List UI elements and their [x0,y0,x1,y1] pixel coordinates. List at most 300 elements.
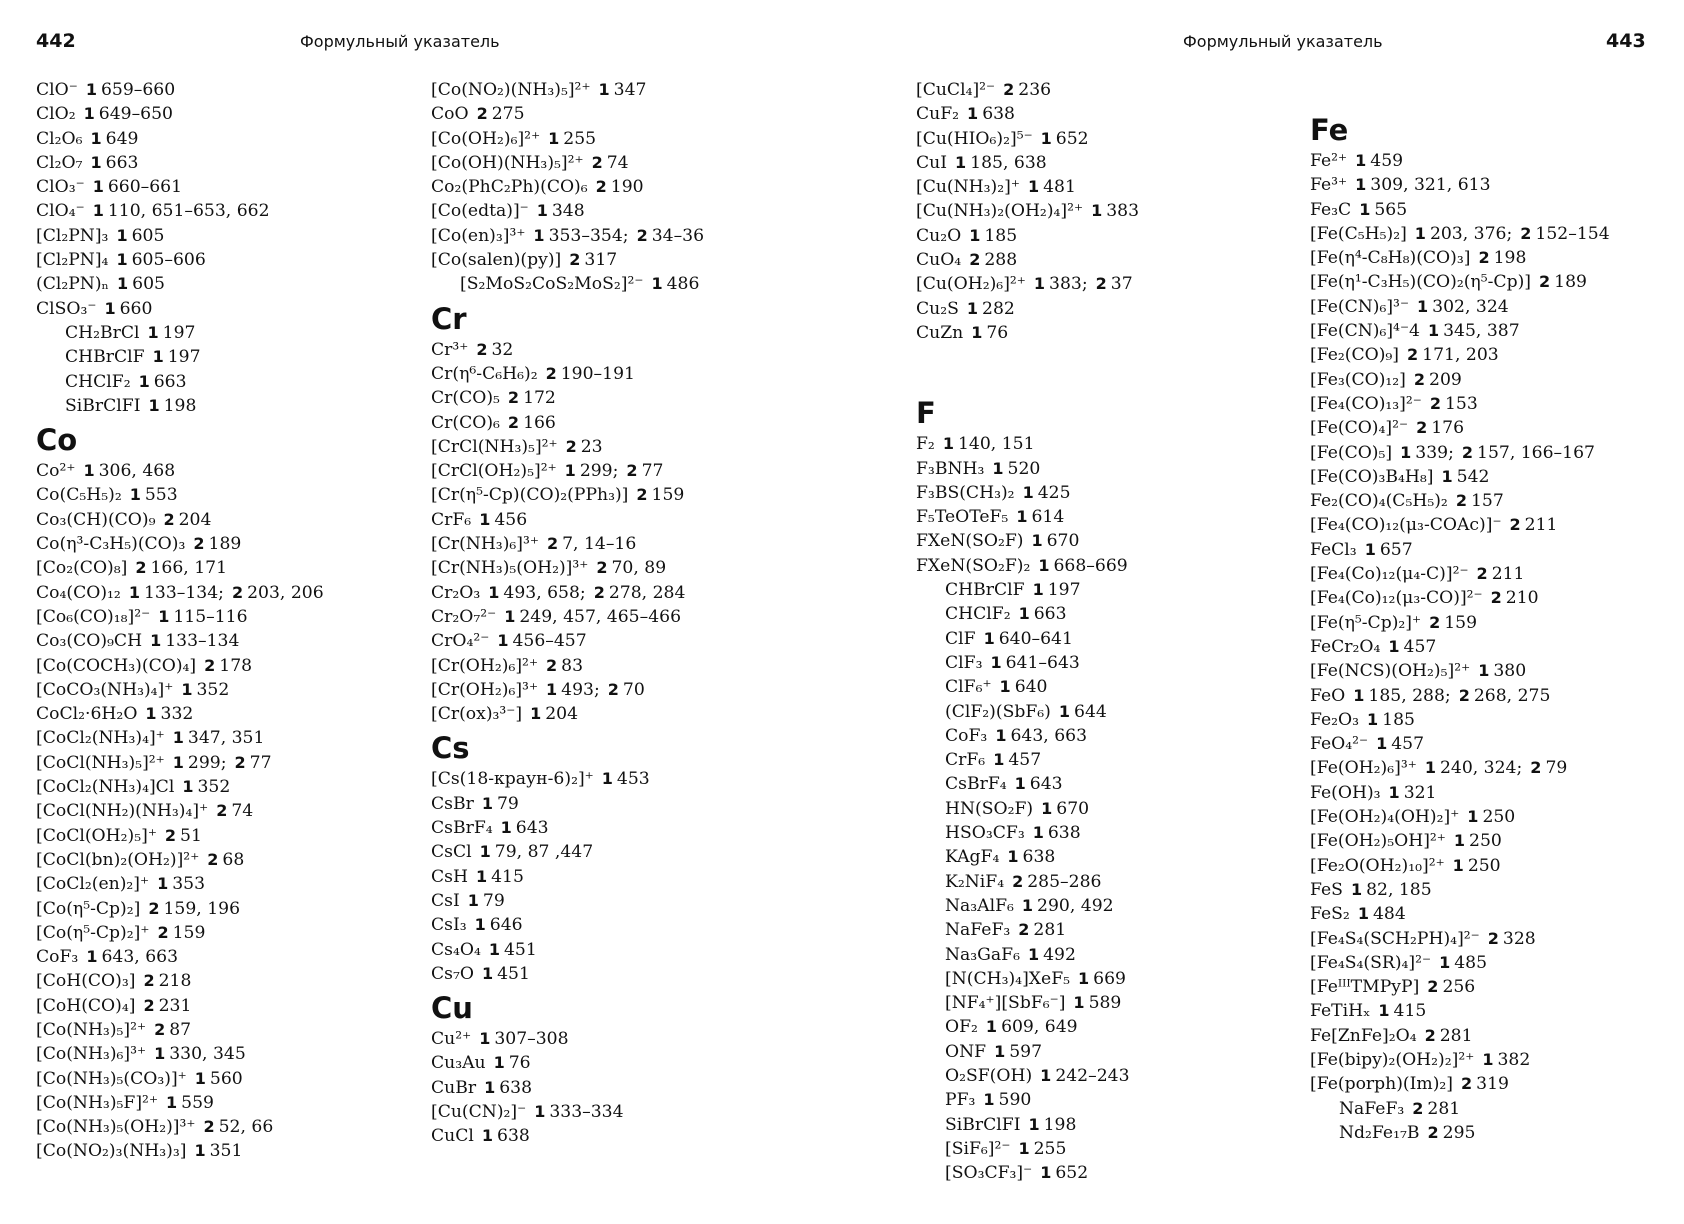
page-refs: 319 [1476,1074,1509,1095]
index-entry [36,702,446,726]
page-refs: 68 [222,849,245,870]
volume-number: 1 [92,177,104,197]
volume-number: 2 [1490,588,1502,608]
volume-number: 1 [1364,539,1376,559]
formula: CHBrClF [65,347,145,368]
page-refs: 425 [1037,482,1071,503]
index-entry [916,1015,1326,1039]
formula: ClO₃⁻ [36,177,85,198]
formula: FeO [1310,685,1346,706]
formula: K₂NiF₄ [945,871,1005,892]
page-refs: 211 [1524,515,1558,536]
page-refs: 159 [651,485,685,506]
volume-number: 1 [154,1044,166,1064]
volume-number: 1 [1073,993,1085,1013]
volume-number: 2 [1424,1025,1436,1045]
page-refs: 83 [561,655,584,676]
page-refs: 668–669 [1053,555,1128,576]
index-entry [431,840,841,864]
index-entry [36,483,446,507]
page-refs: 197 [167,347,201,368]
volume-number: 1 [1022,482,1034,502]
page-refs: 189 [1554,272,1587,293]
index-entry [916,967,1326,991]
page-refs: 383 [1106,201,1140,222]
volume-number: 1 [1417,296,1429,316]
page-refs: 457 [1008,750,1042,771]
volume-number: 1 [158,606,170,626]
page-refs: 282 [982,298,1015,319]
volume-number: 1 [1007,847,1019,867]
page-refs: 190 [610,177,644,198]
volume-number: 1 [497,631,509,651]
formula: Cr₂O₃ [431,582,481,603]
volume-number: 2 [545,363,557,383]
page-refs: 660 [119,298,153,319]
page-refs: 485 [1454,952,1488,973]
index-entry [1310,975,1684,999]
page-refs: 643 [1029,774,1063,795]
index-entry [431,199,841,223]
volume-number: 1 [1014,774,1026,794]
page-refs: 644 [1074,701,1107,722]
volume-number: 1 [90,152,102,172]
volume-number: 1 [1439,952,1451,972]
page-refs: 542 [1456,466,1490,487]
formula: [Fe₄(CO)₁₃]²⁻ [1310,393,1422,414]
page-refs: 641–643 [1005,652,1080,673]
page-refs: 493, 658; [503,582,586,603]
index-entry [36,508,446,532]
formula: [N(CH₃)₄]XeF₅ [945,968,1071,989]
formula: CuF₂ [916,104,960,125]
index-entry [916,1113,1326,1137]
volume-number: 1 [129,485,141,505]
volume-number: 1 [995,725,1007,745]
volume-number: 1 [83,104,95,124]
index-entry [916,1088,1326,1112]
volume-number: 1 [548,128,560,148]
volume-number: 1 [1016,507,1028,527]
volume-number: 1 [1027,944,1040,964]
volume-number: 1 [90,128,102,148]
formula: [Co₆(CO)₁₈]²⁻ [36,606,151,627]
formula: CoCl₂·6H₂O [36,704,138,725]
index-entry [1310,295,1684,319]
index-entry [1310,611,1684,635]
formula: [Cr(ox)₃³⁻] [431,704,523,725]
formula: Cr(CO)₅ [431,388,500,409]
index-column-3 [916,78,1326,1185]
page-refs: 663 [105,152,139,173]
formula: [Fe₄(Co)₁₂(μ₃-CO)]²⁻ [1310,588,1483,609]
index-entry [36,532,446,556]
index-entry [36,848,446,872]
index-entry [1310,708,1684,732]
volume-number: 1 [1040,1065,1052,1085]
volume-number: 2 [1412,1098,1424,1118]
formula: FeTiHₓ [1310,1001,1371,1022]
volume-number: 1 [148,395,160,415]
page-refs: 256 [1442,977,1476,998]
index-entry [1310,999,1684,1023]
formula: [Fe₂(CO)₉] [1310,345,1400,366]
formula: [Fe(C₅H₅)₂] [1310,223,1407,244]
volume-number: 1 [1038,555,1050,575]
page-refs: 172 [523,388,556,409]
index-entry [916,554,1326,578]
formula: OF₂ [945,1017,978,1038]
index-entry [1310,635,1684,659]
index-entry [1310,270,1684,294]
formula: [CoCl₂(NH₃)₄]Cl [36,777,175,798]
volume-number: 2 [507,412,520,432]
index-entry [36,459,446,483]
section-heading: F [916,396,936,431]
page-refs: 74 [231,801,254,822]
formula: [CoCl(bn)₂(OH₂)]²⁺ [36,849,200,870]
formula: CsI₃ [431,915,467,936]
formula: [Co(COCH₃)(CO)₄] [36,655,197,676]
index-entry [431,605,841,629]
volume-number: 1 [138,371,150,391]
page-refs: 660–661 [107,177,183,198]
index-entry [916,943,1326,967]
volume-number: 2 [1003,80,1015,99]
volume-number: 1 [564,461,576,481]
page-refs: 565 [1374,199,1408,220]
volume-number: 2 [1461,1074,1473,1094]
page-refs: 353–354; [548,225,629,246]
index-entry [1310,489,1684,513]
page-refs: 457 [1403,636,1437,657]
formula: CHClF₂ [65,371,131,392]
volume-number: 1 [999,677,1011,697]
volume-number: 1 [994,1041,1006,1061]
index-entry [1310,368,1684,392]
formula: CH₂BrCl [65,322,140,343]
page-refs: 345, 387 [1443,321,1520,342]
formula: SiBrClFI [945,1114,1021,1135]
page-refs: 643 [515,818,549,839]
formula: [Fe₄S₄(SR)₄]²⁻ [1310,952,1432,973]
page-refs: 249, 457, 465–466 [519,606,682,627]
volume-number: 1 [971,322,983,342]
volume-number: 1 [598,80,610,99]
spacer [1310,78,1684,88]
page-refs: 493; [561,679,600,700]
page-refs: 643, 663 [101,947,179,968]
page-refs: 295 [1442,1122,1476,1143]
index-entry [36,775,446,799]
volume-number: 1 [479,1029,491,1049]
index-entry [431,1076,841,1100]
volume-number: 2 [1476,564,1488,584]
index-entry [916,505,1326,529]
formula: [Cu(NH₃)₂(OH₂)₄]²⁺ [916,201,1084,222]
page-refs: 589 [1088,993,1122,1014]
formula: [Cu(HIO₆)₂]⁵⁻ [916,128,1033,149]
volume-number: 2 [1461,442,1474,462]
page-refs: 185 [984,225,1018,246]
formula: CHBrClF [945,580,1025,601]
formula: [Co(η⁵-Cp)₂] [36,898,141,919]
formula: Fe[ZnFe]₂O₄ [1310,1025,1417,1046]
volume-number: 1 [152,347,164,367]
page-refs: 328 [1502,928,1536,949]
index-entry [1310,951,1684,975]
formula: FXeN(SO₂F)₂ [916,555,1031,576]
index-entry [431,151,841,175]
volume-number: 1 [145,704,157,724]
index-entry [1310,684,1684,708]
volume-number: 1 [182,777,194,797]
page-refs: 640 [1014,677,1048,698]
index-entry [1310,198,1684,222]
page-refs: 605 [132,274,165,295]
section-heading: Cs [431,731,470,766]
section-heading: Cr [431,301,467,336]
page-refs: 330, 345 [169,1044,246,1065]
volume-number: 2 [1487,928,1499,948]
index-entry [916,1161,1326,1185]
index-entry [916,102,1326,126]
volume-number: 1 [1350,879,1363,899]
formula: CuZn [916,322,964,343]
page-refs: 288 [984,250,1018,271]
page-refs: 250 [1482,807,1516,828]
index-entry [916,78,1326,102]
index-entry [431,362,841,386]
index-entry [1310,829,1684,853]
index-entry [431,386,841,410]
index-entry [1310,756,1684,780]
page-refs: 166, 171 [150,558,228,579]
volume-number: 1 [546,679,558,699]
volume-number: 1 [85,80,97,99]
index-entry [1310,513,1684,537]
page-refs: 663 [1033,604,1067,625]
volume-number: 2 [1539,272,1551,292]
formula: [Fe₃(CO)₁₂] [1310,369,1406,390]
section-heading: Co [36,423,78,458]
page-refs: 70 [622,679,645,700]
index-entry [431,1124,841,1148]
index-entry [1310,222,1684,246]
page-refs: 231 [158,995,192,1016]
formula: [Fe(CN)₆]⁴⁻4 [1310,321,1420,342]
page-refs: 348 [551,201,585,222]
page-refs: 638 [497,1126,530,1147]
volume-number: 1 [1367,709,1379,729]
page-refs: 657 [1379,539,1413,560]
formula: Co²⁺ [36,461,76,482]
volume-number: 1 [488,582,500,602]
formula: Co₃(CH)(CO)₉ [36,509,156,530]
index-entry [36,199,446,223]
formula: CuCl [431,1126,474,1147]
page-refs: 240, 324; [1439,758,1523,779]
formula: F₃BS(CH₃)₂ [916,482,1015,503]
formula: [Fe(porph)(Im)₂] [1310,1074,1454,1095]
index-entry [916,127,1326,151]
formula: Cu₂S [916,298,959,319]
page-refs: 76 [508,1053,531,1074]
volume-number: 1 [969,225,981,245]
page-refs: 250 [1467,855,1501,876]
volume-number: 2 [1012,871,1024,891]
page-refs: 659–660 [100,80,176,100]
page-refs: 51 [180,825,202,846]
index-entry [431,938,841,962]
index-column-4 [1310,78,1684,1145]
formula: [Co(NH₃)₅]²⁺ [36,1019,147,1040]
index-entry [1310,562,1684,586]
page-refs: 649–650 [98,104,173,125]
index-entry [36,1139,446,1163]
formula: [Cr(η⁵-Cp)(CO)₂(PPh₃)] [431,485,629,506]
index-entry [36,897,446,921]
formula: [FeᴵᴵᴵTMPyP] [1310,977,1420,998]
page-refs: 250 [1469,831,1502,852]
volume-number: 2 [154,1019,166,1039]
index-entry [431,654,841,678]
index-entry [916,797,1326,821]
formula: [Fe(CN)₆]³⁻ [1310,296,1410,317]
formula: [Cr(OH₂)₆]³⁺ [431,679,539,700]
formula: CoO [431,104,469,125]
page-refs: 218 [158,971,192,992]
index-entry [36,872,446,896]
index-entry [916,894,1326,918]
index-entry [916,1040,1326,1064]
index-entry [431,483,841,507]
formula: KAgF₄ [945,847,1000,868]
page-refs: 347 [613,80,647,100]
formula: Co(η³-C₃H₅)(CO)₃ [36,534,186,555]
index-entry [1310,343,1684,367]
page-refs: 70, 89 [611,558,667,579]
volume-number: 1 [1452,855,1464,875]
formula: CsBrF₄ [945,774,1007,795]
page-refs: 456–457 [512,631,587,652]
index-entry [916,1064,1326,1088]
page-refs: 646 [489,915,523,936]
page-refs: 204 [178,509,212,530]
page-refs: 484 [1372,904,1406,925]
page-refs: 178 [219,655,253,676]
formula: ClF [945,628,976,649]
formula: Fe₂(CO)₄(C₅H₅)₂ [1310,491,1448,512]
index-entry [1310,927,1684,951]
index-entry [1310,538,1684,562]
volume-number: 1 [475,866,488,886]
index-entry [36,994,446,1018]
page-refs: 353 [172,874,206,895]
page-refs: 640–641 [998,628,1073,649]
volume-number: 1 [1424,758,1436,778]
volume-number: 2 [234,752,246,772]
formula: HSO₃CF₃ [945,823,1025,844]
index-entry [1310,1024,1684,1048]
index-entry [916,724,1326,748]
volume-number: 1 [181,679,193,699]
volume-number: 1 [1033,274,1046,294]
index-entry [916,224,1326,248]
formula: [Cu(OH₂)₆]²⁺ [916,274,1026,295]
volume-number: 2 [1509,515,1521,535]
volume-number: 2 [207,849,219,869]
index-entry [431,459,841,483]
index-entry [431,532,841,556]
page-refs: 553 [144,485,178,506]
formula: [Fe₂O(OH₂)₁₀]²⁺ [1310,855,1445,876]
index-entry [916,651,1326,675]
index-entry [916,578,1326,602]
page-refs: 152–154 [1535,223,1610,244]
formula: Co₃(CO)₉CH [36,631,143,652]
formula: [CrCl(OH₂)₅]²⁺ [431,461,557,482]
index-entry [36,556,446,580]
page-refs: 351 [209,1141,243,1162]
formula: F₃BNH₃ [916,458,985,479]
formula: F₂ [916,434,935,455]
page-refs: 614 [1031,507,1065,528]
index-entry [916,199,1326,223]
page-refs: 77 [641,461,664,482]
page-refs: 204 [545,704,579,725]
formula: [CoCl₂(NH₃)₄]⁺ [36,728,165,749]
formula: Na₃AlF₆ [945,895,1014,916]
page-refs: 268, 275 [1473,685,1551,706]
page-refs: 197 [162,322,196,343]
index-entry [36,654,446,678]
index-entry [916,870,1326,894]
volume-number: 1 [1400,442,1412,462]
volume-number: 1 [1427,321,1440,341]
formula: Cl₂O₆ [36,128,83,149]
formula: Cr³⁺ [431,339,469,360]
formula: Cl₂O₇ [36,152,83,173]
volume-number: 2 [203,1117,215,1137]
index-entry [1310,1121,1684,1145]
volume-number: 1 [601,769,613,789]
volume-number: 1 [479,509,491,529]
formula: Cs₇O [431,963,474,984]
formula: [Cr(OH₂)₆]²⁺ [431,655,539,676]
page-refs: 176 [1431,418,1465,439]
volume-number: 2 [1429,612,1441,632]
formula: (ClF₂)(SbF₆) [945,701,1051,722]
formula: [Fe(η¹-C₃H₅)(CO)₂(η⁵-Cp)] [1310,272,1531,293]
formula: [Co(NO₂)₃(NH₃)₃] [36,1141,187,1162]
volume-number: 1 [1378,1001,1390,1021]
volume-number: 1 [1482,1049,1494,1069]
volume-number: 1 [493,1053,505,1073]
page-refs: 79 [1545,758,1568,779]
page-refs: 236 [1018,80,1052,100]
index-entry [431,411,841,435]
index-entry [36,581,446,605]
formula: CsH [431,866,468,887]
index-entry [916,175,1326,199]
index-entry [431,78,841,102]
volume-number: 2 [1458,685,1470,705]
formula: [Fe(bipy)₂(OH₂)₂]²⁺ [1310,1049,1475,1070]
formula: [Co(OH₂)₆]²⁺ [431,128,541,149]
index-entry [1310,781,1684,805]
page-refs: 159 [172,922,206,943]
